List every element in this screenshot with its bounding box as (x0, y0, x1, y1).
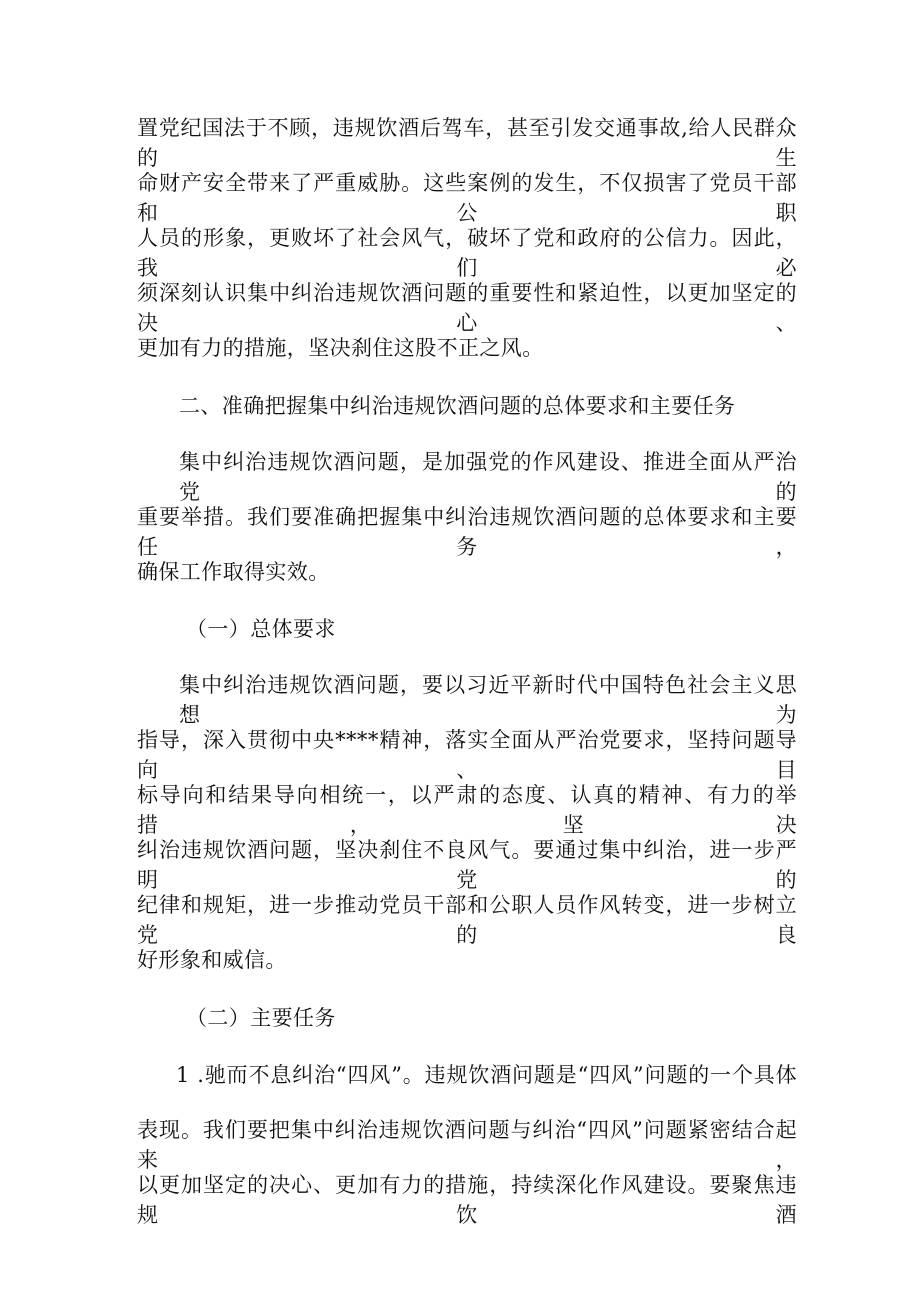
paragraph-line: 人员的形象，更败坏了社会风气，破坏了党和政府的公信力。因此，我们必 (137, 226, 797, 280)
paragraph-line: 须深刻认识集中纠治违规饮酒问题的重要性和紧迫性，以更加坚定的决心、 (137, 281, 797, 335)
paragraph-line: 纪律和规矩，进一步推动党员干部和公职人员作风转变，进一步树立党的良 (137, 893, 797, 947)
paragraph-line: 以更加坚定的决心、更加有力的措施，持续深化作风建设。要聚焦违规饮酒 (137, 1173, 797, 1227)
paragraph-line: 1 .驰而不息纠治“四风”。违规饮酒问题是“四风”问题的一个具体 (176, 1063, 797, 1087)
paragraph-line: 表现。我们要把集中纠治违规饮酒问题与纠治“四风”问题紧密结合起来， (137, 1118, 797, 1172)
paragraph-line: 纠治违规饮酒问题，坚决刹住不良风气。要通过集中纠治，进一步严明党的 (137, 838, 797, 892)
paragraph-line: 标导向和结果导向相统一，以严肃的态度、认真的精神、有力的举措，坚决 (137, 783, 797, 837)
paragraph-line: 重要举措。我们要准确把握集中纠治违规饮酒问题的总体要求和主要任务， (137, 505, 797, 559)
subsection-heading: （二）主要任务 (186, 1006, 336, 1030)
paragraph-line: 置党纪国法于不顾，违规饮酒后驾车，甚至引发交通事故,给人民群众的生 (137, 116, 797, 170)
paragraph-line: 指导，深入贯彻中央****精神，落实全面从严治党要求，坚持问题导向、目 (137, 728, 797, 782)
paragraph-line: 好形象和威信。 (137, 948, 287, 972)
paragraph-line: 命财产安全带来了严重威胁。这些案例的发生，不仅损害了党员干部和公职 (137, 171, 797, 225)
paragraph-line: 集中纠治违规饮酒问题，是加强党的作风建设、推进全面从严治党的 (179, 450, 797, 504)
subsection-heading: （一）总体要求 (186, 617, 336, 641)
paragraph-line: 更加有力的措施，坚决刹住这股不正之风。 (137, 336, 544, 360)
section-heading: 二、准确把握集中纠治违规饮酒问题的总体要求和主要任务 (179, 394, 736, 418)
paragraph-line: 确保工作取得实效。 (137, 560, 330, 584)
paragraph-line: 集中纠治违规饮酒问题，要以习近平新时代中国特色社会主义思想为 (179, 673, 797, 727)
